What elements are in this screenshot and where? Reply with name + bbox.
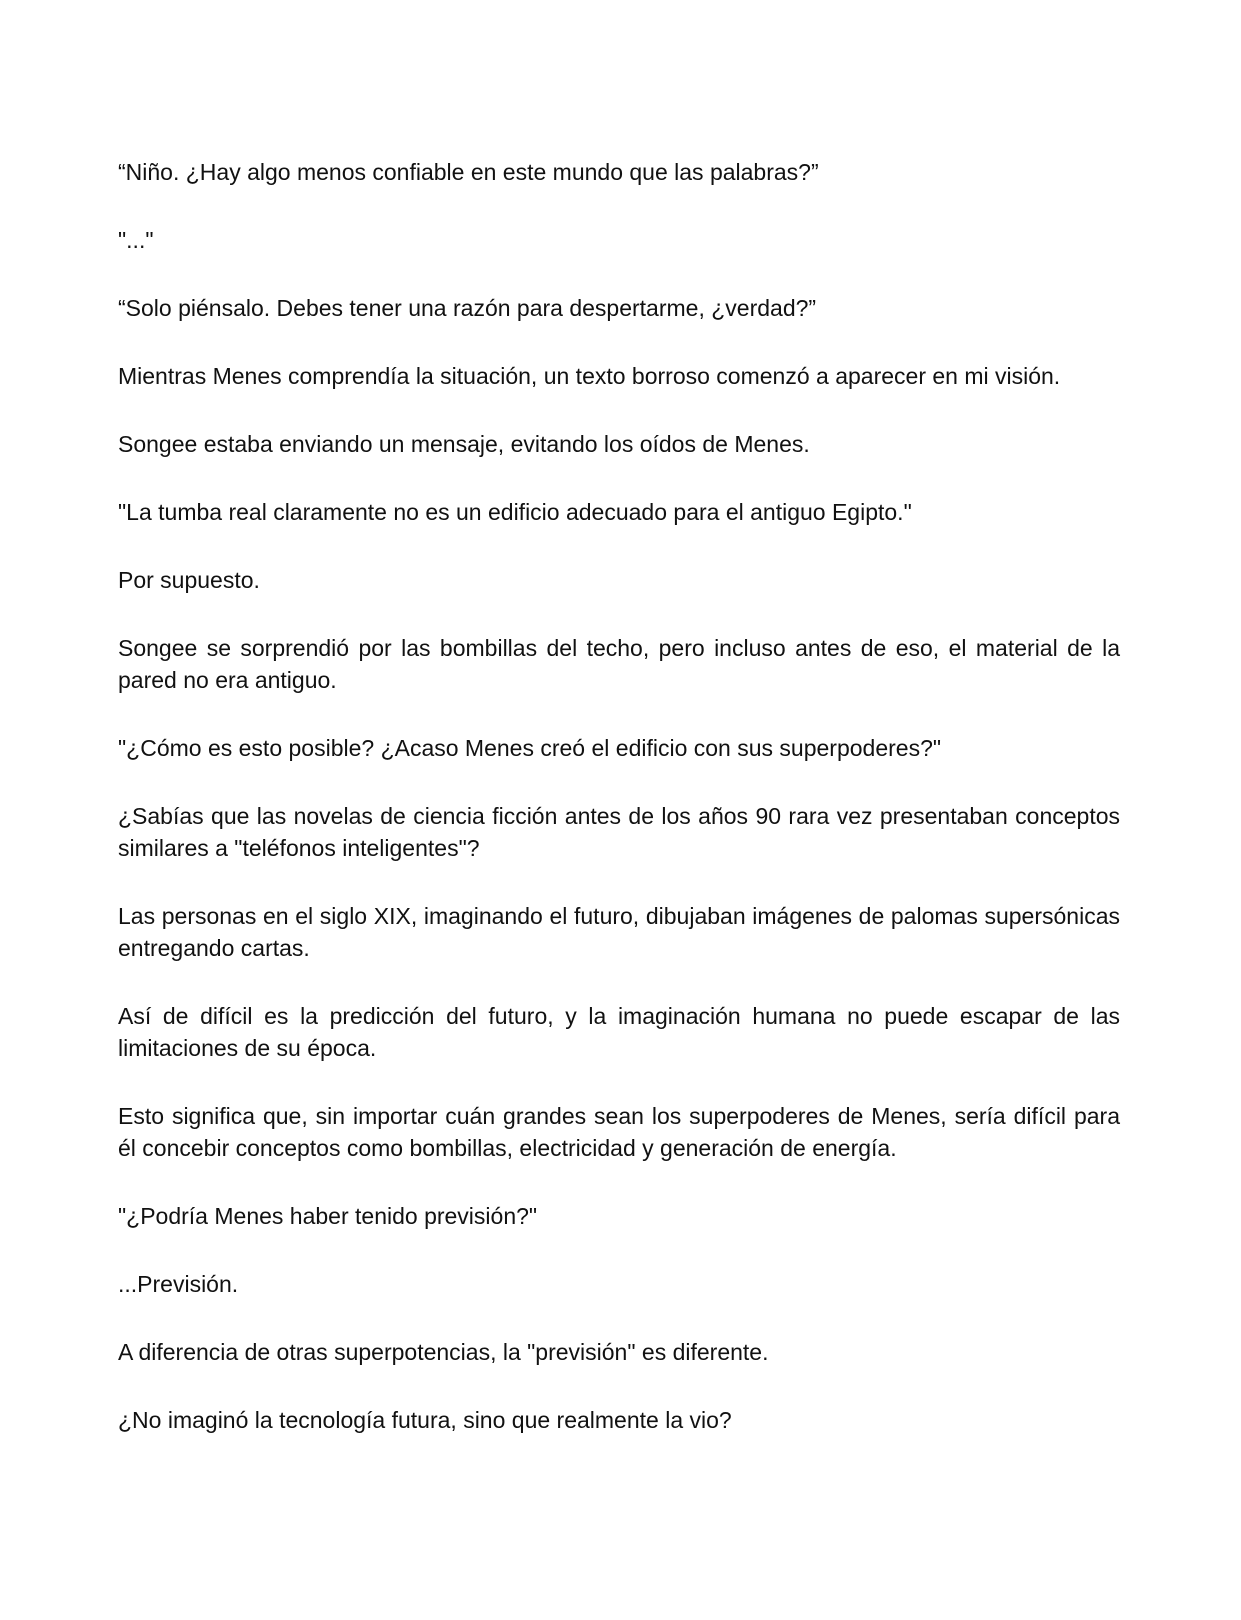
paragraph: "¿Podría Menes haber tenido previsión?" xyxy=(118,1203,538,1229)
paragraph: Las personas en el siglo XIX, imaginando el futuro, dibujaban imágenes de palomas supersónicas entregando cartas. xyxy=(118,903,1120,961)
paragraph: Mientras Menes comprendía la situación, un texto borroso comenzó a aparecer en mi visión. xyxy=(118,363,1061,389)
paragraph: Así de difícil es la predicción del futuro, y la imaginación humana no puede escapar de las limitaciones de su época. xyxy=(118,1003,1120,1061)
paragraph: Songee estaba enviando un mensaje, evitando los oídos de Menes. xyxy=(118,431,810,457)
paragraph: A diferencia de otras superpotencias, la "previsión" es diferente. xyxy=(118,1339,769,1365)
text-body xyxy=(118,156,1120,1472)
paragraph: “Solo piénsalo. Debes tener una razón para despertarme, ¿verdad?” xyxy=(118,295,817,321)
paragraph: “Niño. ¿Hay algo menos confiable en este mundo que las palabras?” xyxy=(118,159,819,185)
paragraph: Esto significa que, sin importar cuán grandes sean los superpoderes de Menes, sería difícil para él concebir conceptos como bombillas, electricidad y generación de energía. xyxy=(118,1103,1120,1161)
paragraph: ¿Sabías que las novelas de ciencia ficción antes de los años 90 rara vez presentaban conceptos similares a "teléfonos inteligentes"? xyxy=(118,803,1120,861)
paragraph: "La tumba real claramente no es un edificio adecuado para el antiguo Egipto." xyxy=(118,499,912,525)
paragraph: ...Previsión. xyxy=(118,1271,239,1297)
paragraph: Por supuesto. xyxy=(118,567,260,593)
paragraph: "..." xyxy=(118,227,154,253)
paragraph: Songee se sorprendió por las bombillas del techo, pero incluso antes de eso, el material de la pared no era antiguo. xyxy=(118,635,1120,693)
paragraph: "¿Cómo es esto posible? ¿Acaso Menes creó el edificio con sus superpoderes?" xyxy=(118,735,942,761)
paragraph: ¿No imaginó la tecnología futura, sino que realmente la vio? xyxy=(118,1407,732,1433)
